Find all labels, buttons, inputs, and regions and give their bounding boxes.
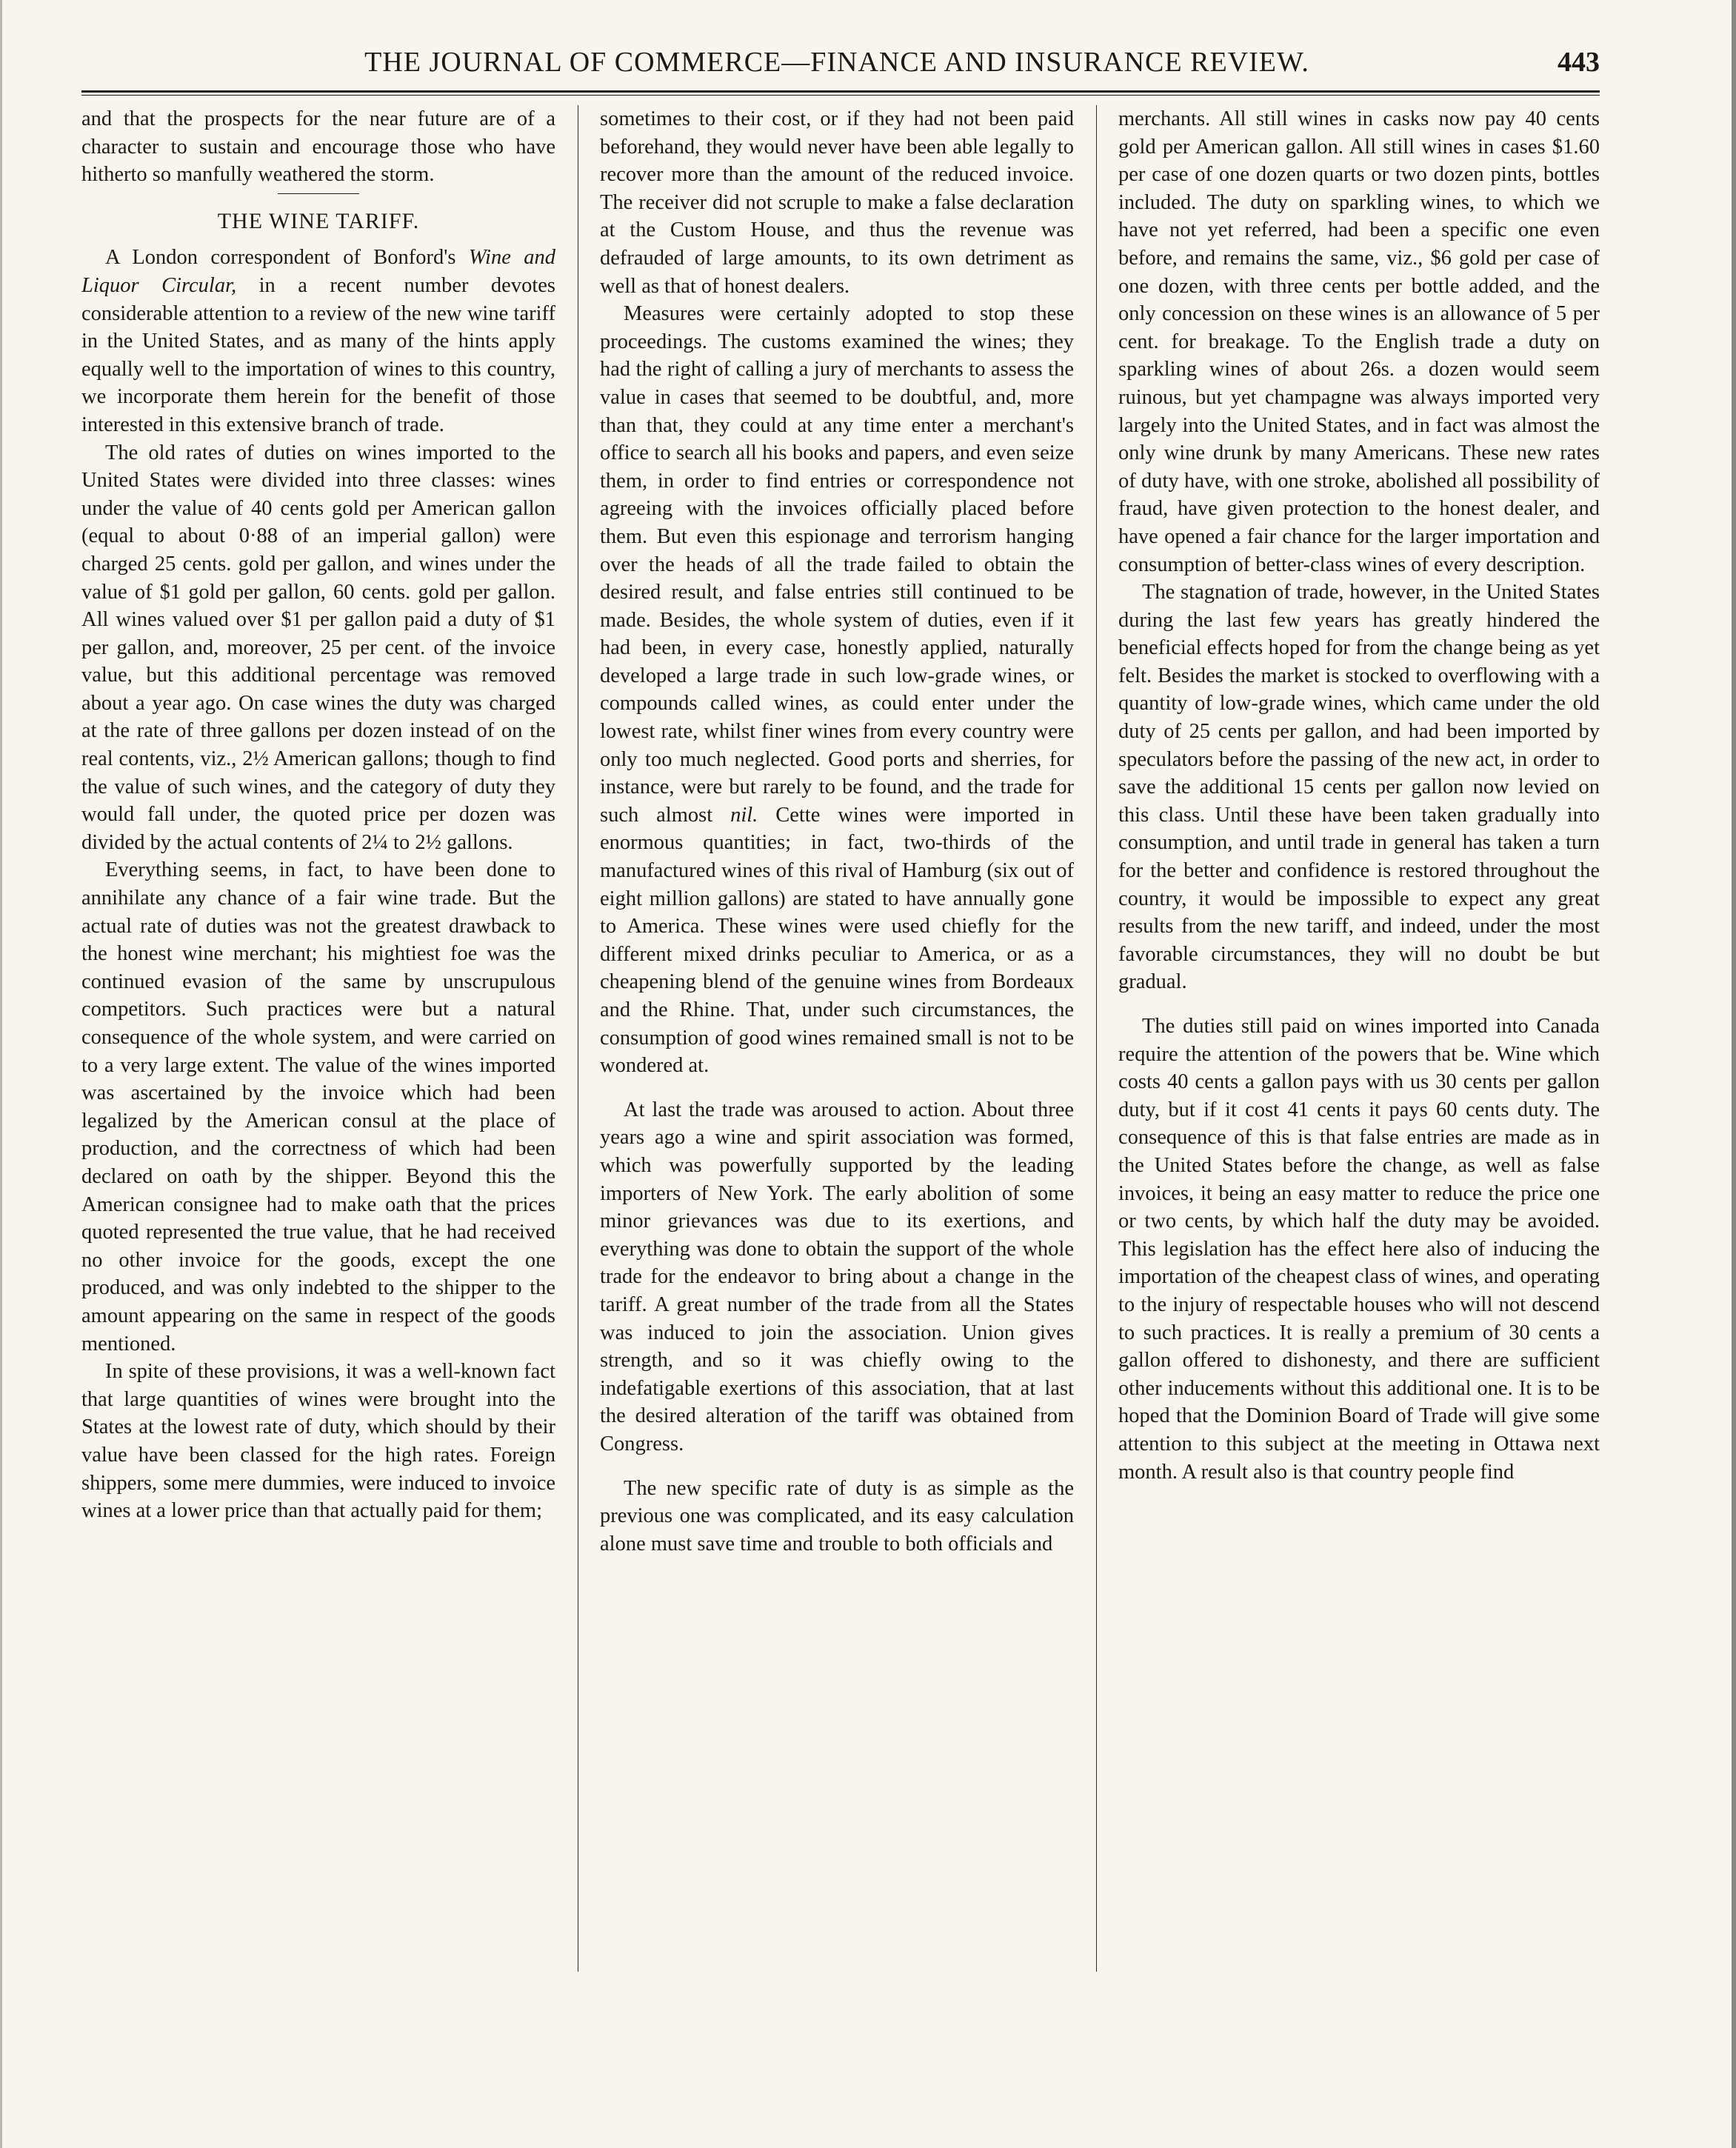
column-2 — [600, 105, 1074, 1972]
page-edge-right — [1732, 0, 1736, 2148]
paragraph: The stagnation of trade, however, in the United States during the last few years has greatly hindered the beneficial effects hoped for from the change being as yet felt. Besides the market is stocked to overflowing with a quantity of low-grade wines, which came under the old duty of 25 cents per gallon, and had been imported by speculators before the passing of the new act, in order to save the additional 15 cents per gallon now levied on this class. Until these have been taken gradually into consumption, and until trade in general has taken a turn for the better and confidence is restored throughout the country, it would be impossible to expect any great results from the new tariff, and indeed, under the most favorable circumstances, they will no doubt be but gradual. — [1118, 581, 1600, 994]
paragraph: sometimes to their cost, or if they had not been paid beforehand, they would never have been able legally to recover more than the amount of the reduced invoice. The receiver did not scruple to make a false declaration at the Custom House, and thus the revenue was defrauded of large amounts, to its own detriment as well as that of honest dealers. — [600, 107, 1074, 298]
paragraph: The old rates of duties on wines imported to the United States were divided into three classes: wines under the value of 40 cents gold per American gallon (equal to about 0·88 of an imperial gallon) were charged 25 cents. gold per gallon, and wines under the value of $1 gold per gallon, 60 cents. gold per gallon. All wines valued over $1 per gallon paid a duty of $1 per gallon, and, moreover, 25 per cent. of the invoice value, but this additional percentage was removed about a year ago. On case wines the duty was charged at the rate of three gallons per dozen instead of on the real contents, viz., 2½ American gallons; though to find the value of such wines, and the category of duty they would fall under, the quoted price per dozen was divided by the actual contents of 2¼ to 2½ gallons. — [81, 441, 555, 854]
section-divider — [278, 193, 359, 194]
header-rule-thin — [81, 95, 1600, 96]
running-title: THE JOURNAL OF COMMERCE—FINANCE AND INSURANCE REVIEW. — [364, 47, 1309, 78]
running-head — [81, 46, 1600, 87]
paragraph: and that the prospects for the near future are of a character to sustain and encourage those who have hitherto so manfully weathered the storm. — [81, 107, 555, 187]
paragraph-text: Cette wines were imported in enormous quantities; in fact, two-thirds of the manufactured wines of this rival of Hamburg (six out of eight million gallons) are stated to have annually gone to America. These wines were used chiefly for the different mixed drinks peculiar to America, or as a cheapening blend of the genuine wines from Bordeaux and the Rhine. That, under such circumstances, the consumption of good wines remained small is not to be wondered at. — [600, 803, 1074, 1078]
section-title: THE WINE TARIFF. — [217, 208, 420, 233]
header-rule — [81, 90, 1600, 93]
paragraph: In spite of these provisions, it was a well-known fact that large quantities of wines were brought into the States at the lowest rate of duty, which should by their value have been classed for the high rates. Foreign shippers, some mere dummies, were induced to invoice wines at a lower price than that actually paid for them; — [81, 1360, 555, 1523]
paragraph-text: Measures were certainly adopted to stop these proceedings. The customs examined the wines; they had the right of calling a jury of merchants to assess the value in cases that seemed to be doubtful, and, more than that, they could at any time enter a merchant's office to search all his books and papers, and even seize them, in order to find entries or correspondence not agreeing with the invoices officially placed before them. But even this espionage and terrorism hanging over the heads of all the trade failed to obtain the desired result, and false entries still continued to be made. Besides, the whole system of duties, even if it had been, in every case, honestly applied, naturally developed a large trade in such low-grade wines, or compounds called wines, as could enter under the lowest rate, whilst finer wines from every country were only too much neglected. Good ports and sherries, for instance, were but rarely to be found, and the trade for such almost — [600, 302, 1074, 827]
column-rule — [1096, 105, 1097, 1972]
column-1 — [81, 105, 555, 1972]
paragraph — [81, 244, 555, 438]
paragraph: The duties still paid on wines imported into Canada require the attention of the powers that be. Wine which costs 40 cents a gallon pays with us 30 cents per gallon duty, but if it cost 41 cents it pays 60 cents duty. The consequence of this is that false entries are made as in the United States before the change, as well as false invoices, it being an easy matter to reduce the price one or two cents, by which half the duty may be avoided. This legislation has the effect here also of inducing the importation of the cheapest class of wines, and operating to the injury of respectable houses who will not descend to such practices. It is really a premium of 30 cents a gallon offered to dishonesty, and there are sufficient other inducements without this additional one. It is to be hoped that the Dominion Board of Trade will give some attention to this subject at the meeting in Ottawa next month. A result also is that country people find — [1118, 1015, 1600, 1484]
publication-name: Wine and Liquor Circular, — [81, 246, 555, 297]
paragraph: Everything seems, in fact, to have been done to annihilate any chance of a fair wine trade. But the actual rate of duties was not the greatest drawback to the honest wine merchant; his mightiest foe was the continued evasion of the same by unscrupulous competitors. Such practices were but a natural consequence of the whole system, and were carried on to a very large extent. The value of the wines imported was ascertained by the invoice which had been legalized by the American consul at the place of production, and the correctness of which had been declared on oath by the shipper. Beyond this the American consignee had to make oath that the prices quoted represented the true value, that he had received no other invoice for the goods, except the one produced, and was only indebted to the shipper to the amount appearing on the same in respect of the goods mentioned. — [81, 858, 555, 1355]
paragraph-text: A London correspondent of Bonford's — [105, 246, 469, 270]
paragraph: At last the trade was aroused to action. About three years ago a wine and spirit association was formed, which was powerfully supported by the leading importers of New York. The early abolition of some minor grievances was due to its exertions, and everything was done to obtain the support of the whole trade for the endeavor to bring about a change in the tariff. A great number of the trade from all the States was induced to join the association. Union gives strength, and so it was chiefly owing to the indefatigable exertions of this association, that at last the desired alteration of the tariff was obtained from Congress. — [600, 1098, 1074, 1455]
page-edge-left — [0, 0, 2, 2148]
article-columns — [81, 105, 1600, 1972]
paragraph: merchants. All still wines in casks now pay 40 cents gold per American gallon. All still wines in cases $1.60 per case of one dozen quarts or two dozen pints, bottles included. The duty on sparkling wines, to which we have not yet referred, had been a specific one even before, and remains the same, viz., $6 gold per case of one dozen, with three cents per bottle added, and the only concession on these wines is an allowance of 5 per cent. for breakage. To the English trade a duty on sparkling wines of about 26s. a dozen would seem ruinous, but yet champagne was always imported very largely into the United States, and in fact was almost the only wine drunk by many Americans. These new rates of duty have, with one stroke, abolished all possibility of fraud, have given protection to the honest dealer, and have opened a fair chance for the larger importation and consumption of better-class wines of every description. — [1118, 107, 1600, 576]
paragraph: The new specific rate of duty is as simple as the previous one was complicated, and its easy calculation alone must save time and trouble to both officials and — [600, 1476, 1074, 1555]
paragraph-text: in a recent number devotes considerable attention to a review of the new wine tariff in the United States, and as many of the hints apply equally well to the importation of wines to this country, we incorporate them herein for the benefit of those interested in this extensive branch of trade. — [81, 273, 555, 436]
column-3 — [1118, 105, 1600, 1972]
paragraph — [600, 300, 1074, 1080]
page-number: 443 — [1558, 47, 1600, 78]
italic-word: nil. — [730, 803, 758, 827]
